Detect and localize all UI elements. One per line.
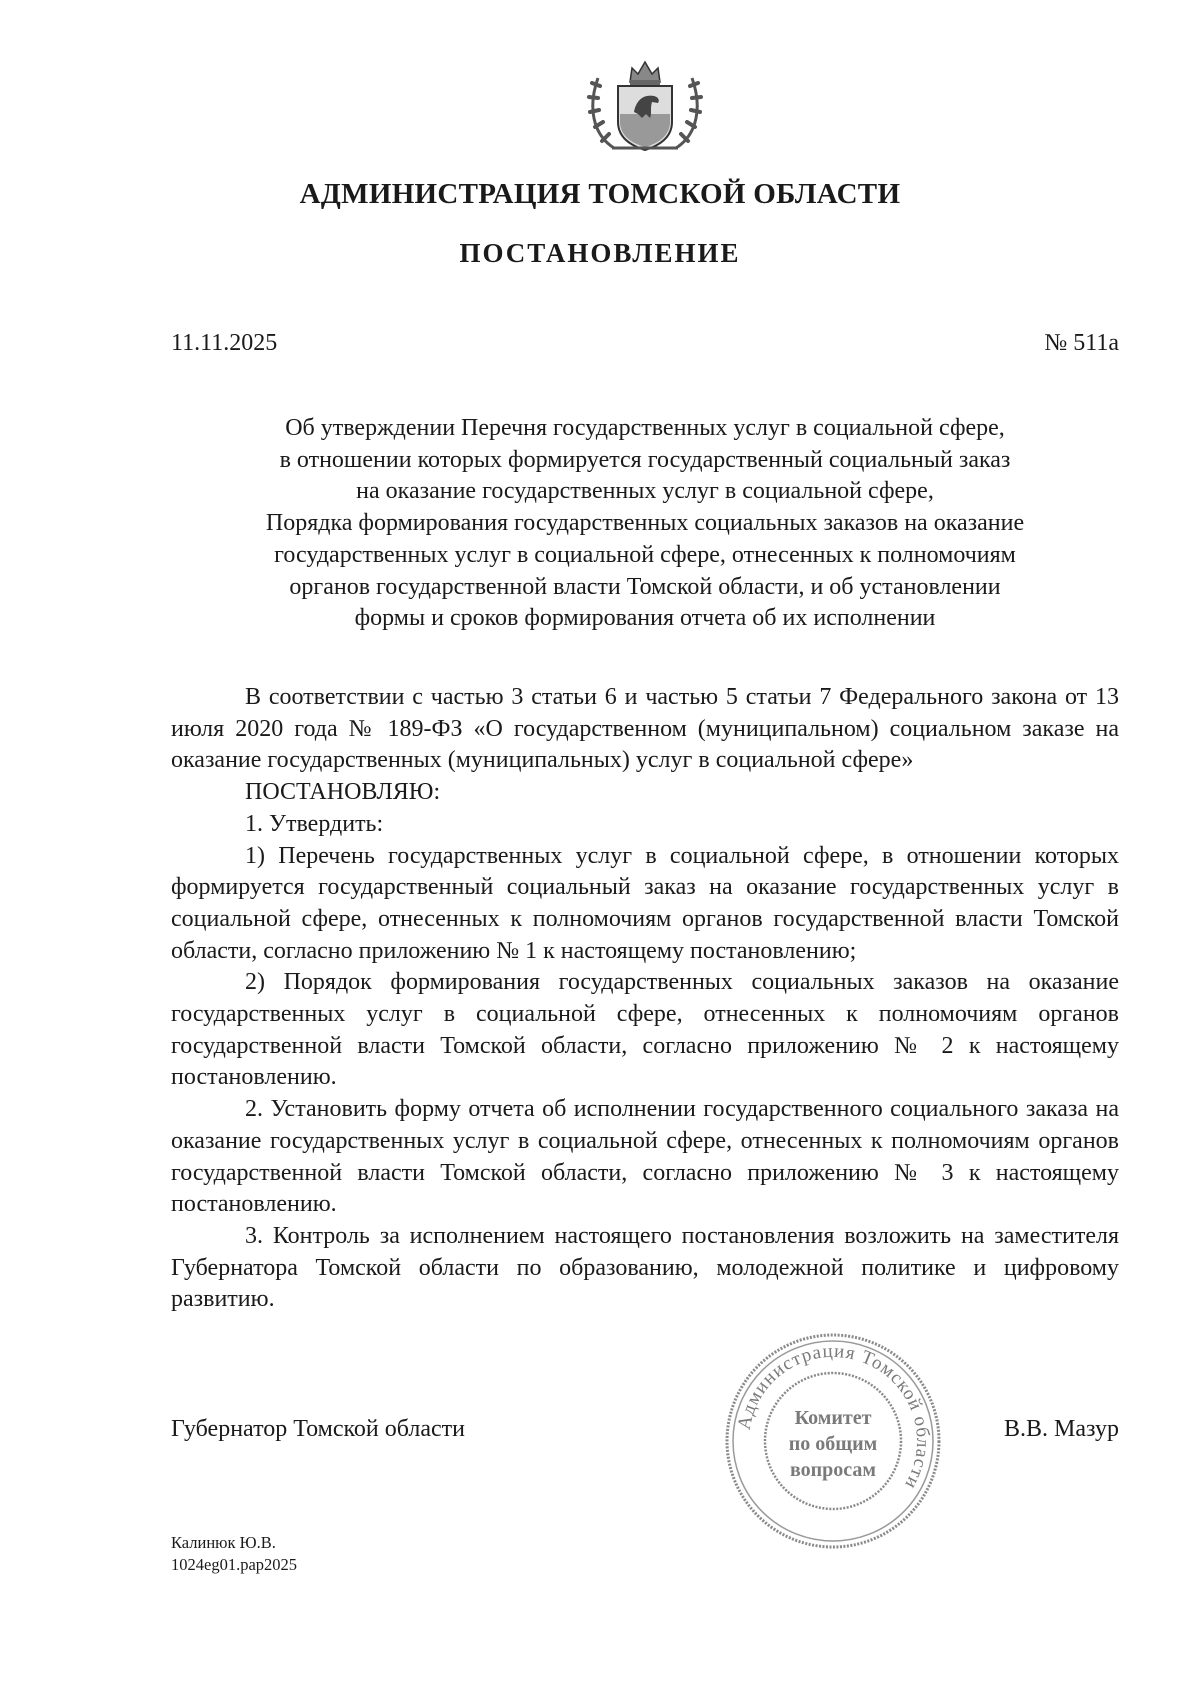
official-stamp: [722, 1330, 944, 1552]
item-2-paragraph: 2. Установить форму отчета об исполнении государственного социального заказа на оказание государственных услуг в социальной сфере, отнесенных к полномочиям органов государственной власти Томской области, согласно приложению № 3 к настоящему постановлению.: [171, 1096, 1119, 1218]
stamp-center-line: по общим: [788, 1433, 878, 1455]
executor-name: Калинюк Ю.В.: [171, 1533, 276, 1552]
document-subject: [171, 413, 1119, 635]
subject-line: Об утверждении Перечня государственных услуг в социальной сфере,: [285, 415, 1005, 441]
stamp-center-line: Комитет: [794, 1407, 872, 1429]
resolve-paragraph: ПОСТАНОВЛЯЮ:: [245, 779, 441, 806]
document-footer: [171, 1532, 297, 1576]
preamble-paragraph: В соответствии с частью 3 статьи 6 и частью 5 статьи 7 Федерального закона от 13 июля 2020 года № 189-ФЗ «О государственном (муниципальном) социальном заказе на оказание государственных (муниципальных) услуг в социальной сфере»: [171, 684, 1119, 774]
document-type: ПОСТАНОВЛЕНИЕ: [459, 238, 741, 268]
document-date: 11.11.2025: [171, 330, 278, 356]
org-title: АДМИНИСТРАЦИЯ ТОМСКОЙ ОБЛАСТИ: [299, 178, 901, 210]
stamp-ring-text: Администрация Томской области: [733, 1340, 934, 1494]
subject-line: Порядка формирования государственных социальных заказов на оказание: [265, 510, 1025, 537]
subject-line: в отношении которых формируется государственный социальный заказ: [279, 446, 1011, 473]
stamp-center-line: вопросам: [789, 1459, 877, 1481]
document-number: № 511а: [1044, 330, 1119, 356]
file-code: 1024eg01.pap2025: [171, 1555, 298, 1574]
subject-line: на оказание государственных услуг в социальной сфере,: [356, 478, 934, 505]
subject-line: формы и сроков формирования отчета об их исполнении: [354, 605, 936, 632]
document-body: [171, 682, 1119, 1316]
signatory-name: В.В. Мазур: [1004, 1416, 1119, 1442]
signatory-position: Губернатор Томской области: [171, 1416, 465, 1442]
subject-line: органов государственной власти Томской области, и об установлении: [289, 573, 1001, 600]
subject-line: государственных услуг в социальной сфере, отнесенных к полномочиям: [274, 541, 1016, 568]
item-1-1-paragraph: 1) Перечень государственных услуг в социальной сфере, в отношении которых формируется государственный социальный заказ на оказание государственных услуг в социальной сфере, отнесенных к полномочиям органов государственной власти Томской области, согласно приложению № 1 к настоящему постановлению;: [171, 842, 1119, 964]
item-3-paragraph: 3. Контроль за исполнением настоящего постановления возложить на заместителя Губернатора Томской области по образованию, молодежной политике и цифровому развитию.: [171, 1222, 1119, 1313]
tomsk-coat-of-arms-icon: [584, 56, 706, 156]
item-1-paragraph: 1. Утвердить:: [245, 810, 384, 837]
item-1-2-paragraph: 2) Порядок формирования государственных социальных заказов на оказание государственных услуг в социальной сфере, отнесенных к полномочиям органов государственной власти Томской области, согласно приложению № 2 к настоящему постановлению.: [171, 969, 1119, 1091]
